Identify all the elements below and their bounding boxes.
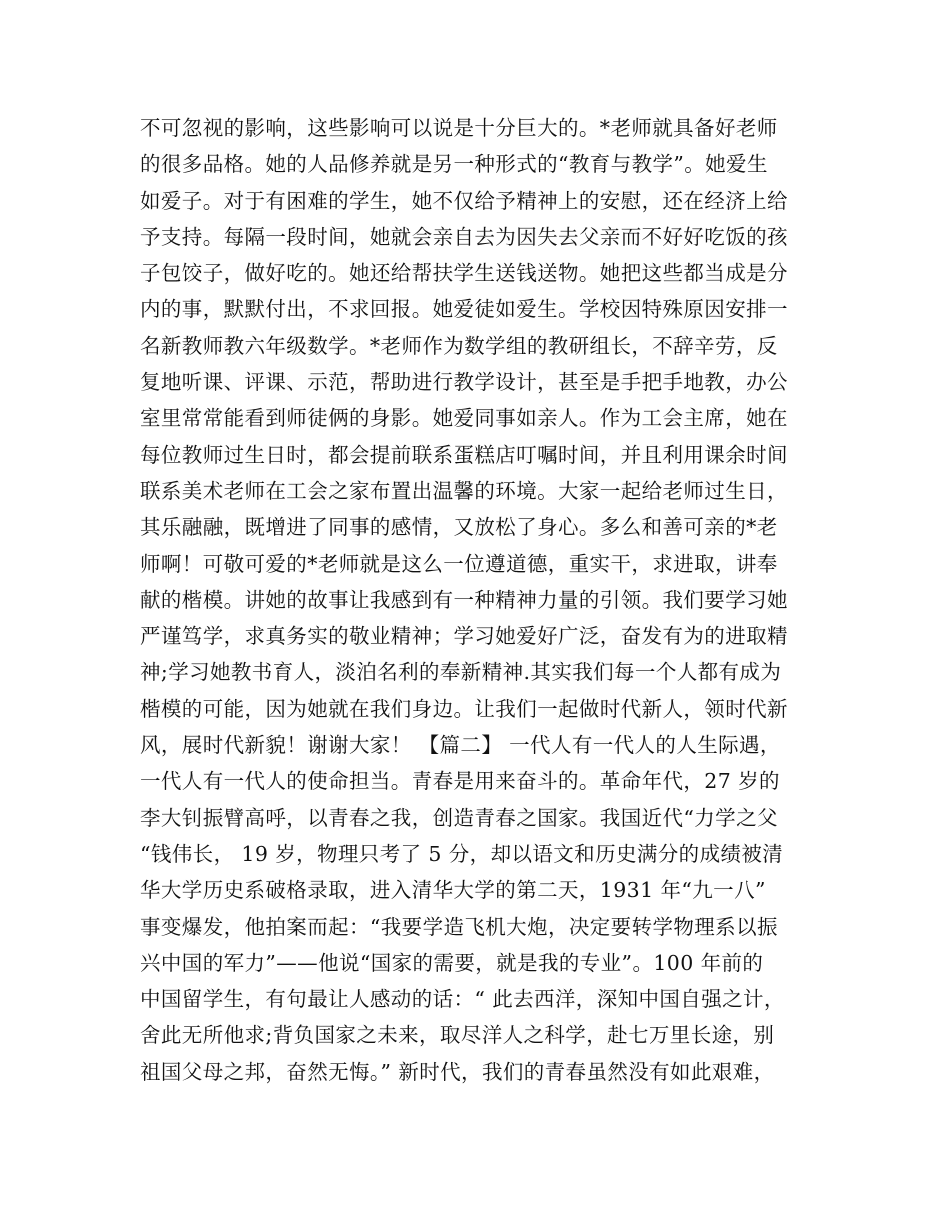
text-line: 如爱子。对于有困难的学生，她不仅给予精神上的安慰，还在经济上给 (140, 188, 788, 213)
text-line: 舍此无所他求;背负国家之未来，取尽洋人之科学，赴七万里长途，别 (140, 1023, 775, 1048)
text-line: 一代人有一代人的使命担当。青春是用来奋斗的。革命年代，27 岁的 (140, 769, 780, 794)
text-line: 风，展时代新貌！谢谢大家！ 【篇二】 一代人有一代人的人生际遇， (140, 733, 781, 758)
text-line: 神;学习她教书育人，淡泊名利的奉新精神.其实我们每一个人都有成为 (140, 660, 782, 685)
text-line: “钱伟长， 19 岁，物理只考了 5 分，却以语文和历史满分的成绩被清 (140, 841, 784, 866)
text-line: 祖国父母之邦，奋然无悔。” 新时代，我们的青春虽然没有如此艰难， (140, 1059, 775, 1084)
text-line: 联系美术老师在工会之家布置出温馨的环境。大家一起给老师过生日， (140, 478, 788, 503)
text-line: 不可忽视的影响，这些影响可以说是十分巨大的。*老师就具备好老师 (140, 116, 778, 140)
text-line: 复地听课、评课、示范，帮助进行教学设计，甚至是手把手地教，办公 (140, 370, 788, 395)
text-line: 中国留学生，有句最让人感动的话：“ 此去西洋，深知中国自强之计， (140, 987, 785, 1012)
text-line: 事变爆发，他拍案而起：“我要学造飞机大炮，决定要转学物理系以振 (140, 914, 778, 939)
text-line: 名新教师教六年级数学。*老师作为数学组的教研组长，不辞辛劳，反 (140, 333, 778, 358)
text-line: 献的楷模。讲她的故事让我感到有一种精神力量的引领。我们要学习她 (140, 587, 788, 612)
text-line: 楷模的可能，因为她就在我们身边。让我们一起做时代新人，领时代新 (140, 696, 788, 721)
text-line: 的很多品格。她的人品修养就是另一种形式的“教育与教学”。她爱生 (140, 152, 768, 177)
body-text (140, 110, 830, 1090)
text-line: 严谨笃学，求真务实的敬业精神；学习她爱好广泛，奋发有为的进取精 (140, 624, 788, 649)
text-line: 李大钊振臂高呼，以青春之我，创造青春之国家。我国近代“力学之父 (140, 805, 778, 830)
text-line: 其乐融融，既增进了同事的感情，又放松了身心。多么和善可亲的*老 (140, 515, 778, 540)
text-line: 师啊！可敬可爱的*老师就是这么一位遵道德，重实干，求进取，讲奉 (140, 551, 778, 576)
text-line: 华大学历史系破格录取，进入清华大学的第二天，1931 年“九一八” (140, 878, 766, 903)
text-line: 每位教师过生日时，都会提前联系蛋糕店叮嘱时间，并且利用课余时间 (140, 442, 788, 467)
text-line: 内的事，默默付出，不求回报。她爱徒如爱生。学校因特殊原因安排一 (140, 297, 788, 322)
text-line: 兴中国的军力”——他说“国家的需要，就是我的专业”。100 年前的 (140, 950, 764, 975)
text-line: 室里常常能看到师徒俩的身影。她爱同事如亲人。作为工会主席，她在 (140, 406, 788, 431)
text-line: 予支持。每隔一段时间，她就会亲自去为因失去父亲而不好好吃饭的孩 (140, 224, 788, 249)
text-line: 子包饺子，做好吃的。她还给帮扶学生送钱送物。她把这些都当成是分 (140, 261, 788, 286)
